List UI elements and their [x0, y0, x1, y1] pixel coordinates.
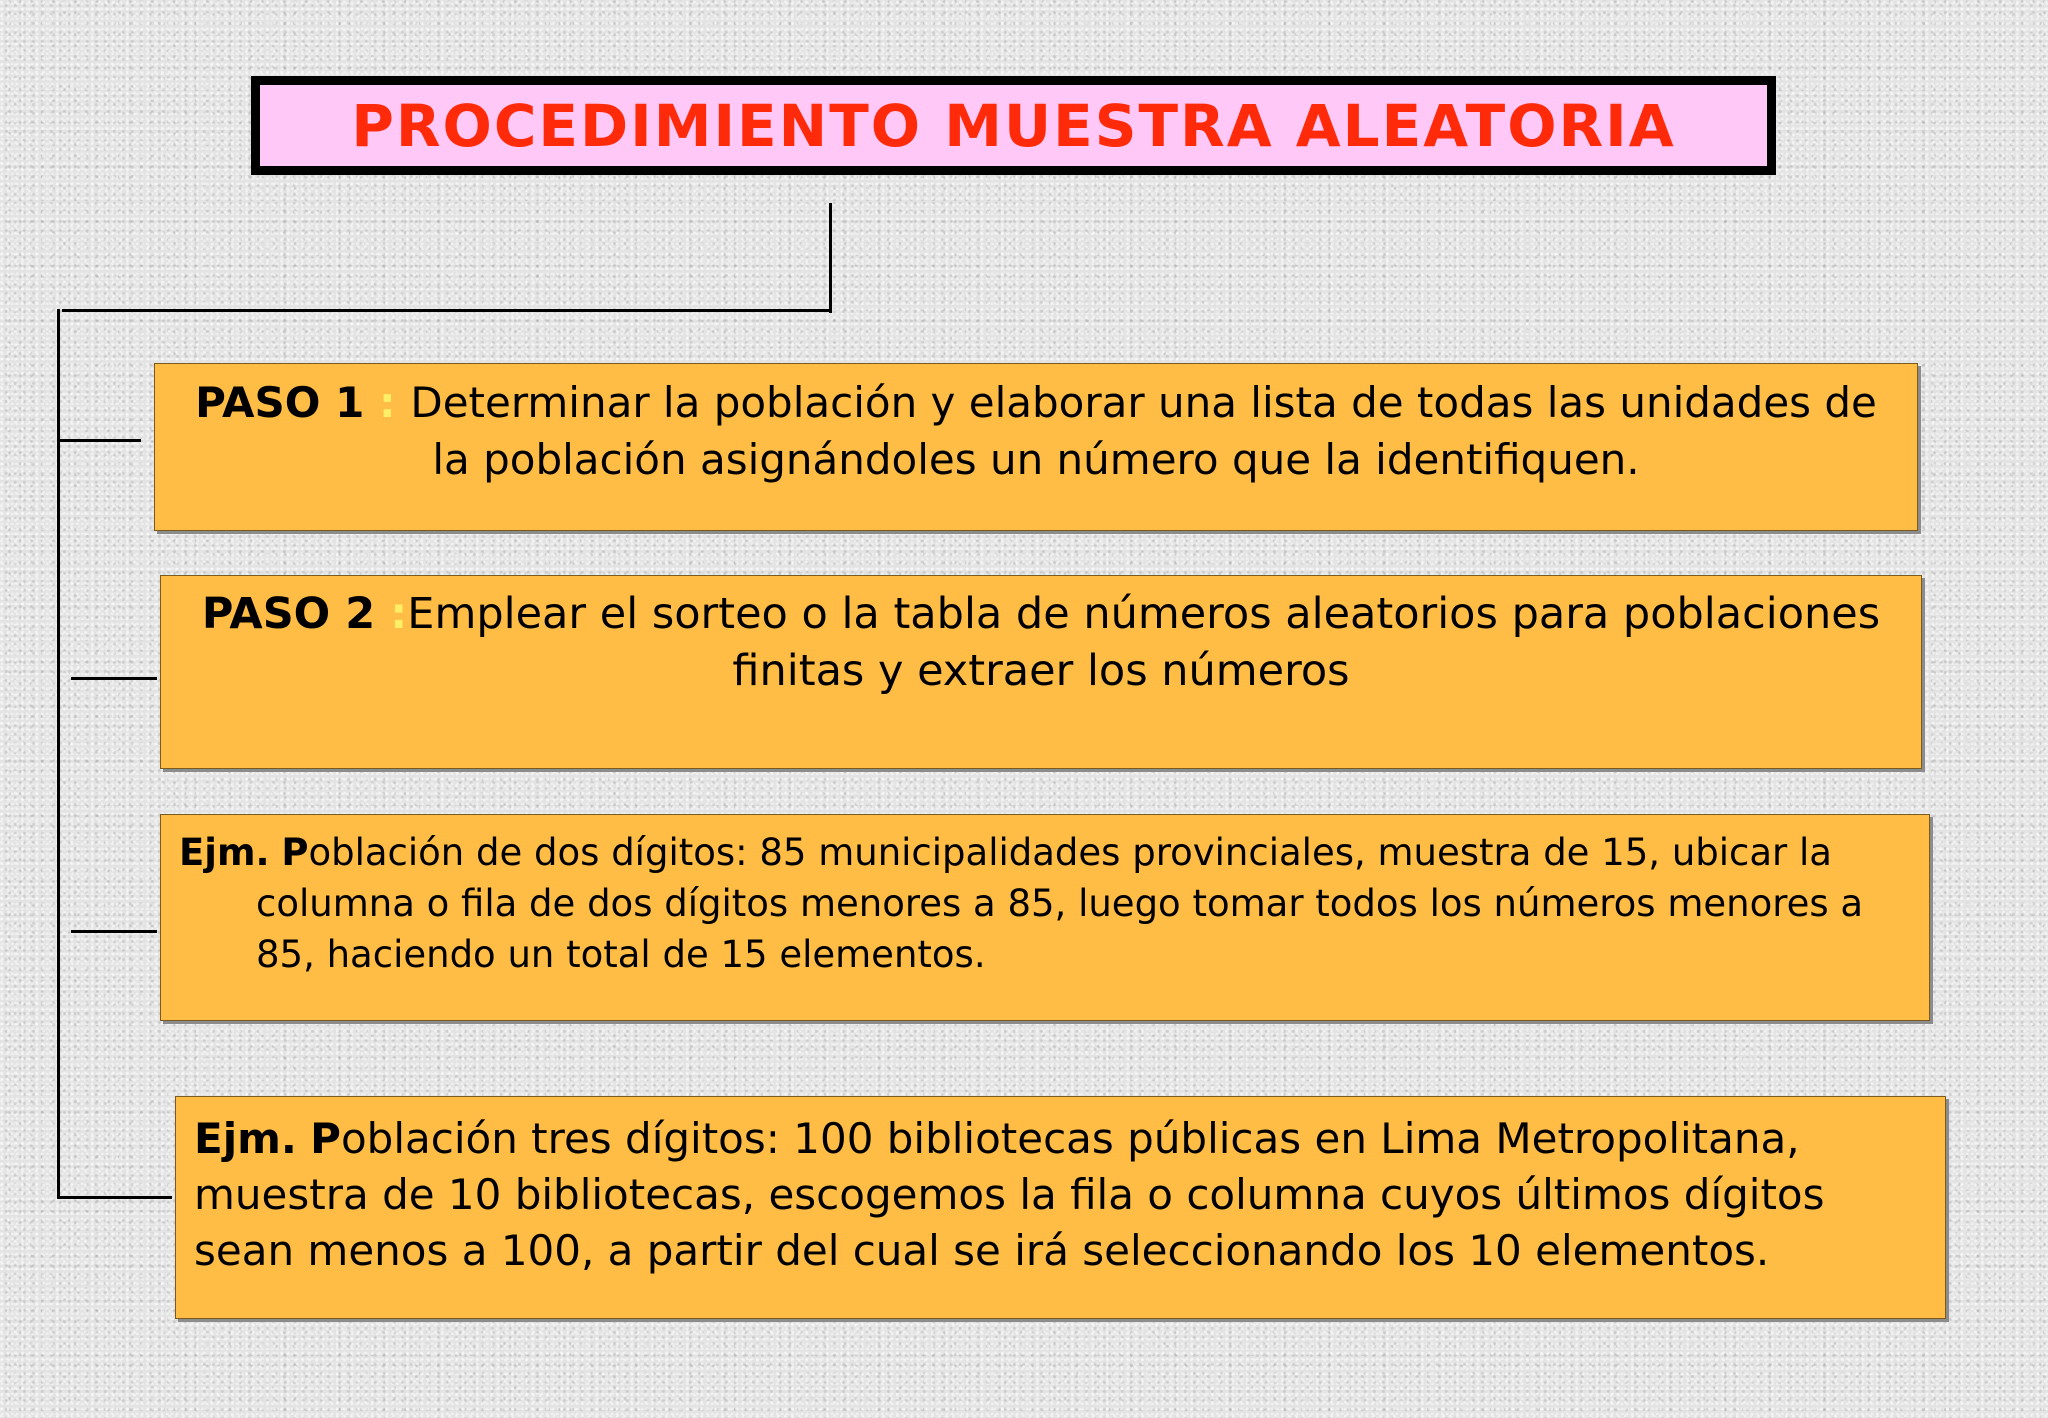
- connector-branch-2: [71, 677, 157, 680]
- step-1-separator: :: [364, 378, 411, 427]
- example-2-content: [176, 1097, 1945, 1279]
- connector-spine: [57, 309, 60, 1199]
- example-2-label: Ejm.: [194, 1114, 297, 1163]
- step-2-content: [161, 576, 1921, 700]
- step-2-separator: :: [375, 589, 408, 639]
- example-1-label: Ejm.: [179, 831, 270, 874]
- connector-branch-3: [71, 930, 157, 933]
- example-2-text: oblación tres dígitos: 100 bibliotecas públicas en Lima Metropolitana, muestra de 10 bibliotecas, escogemos la fila o columna cuyos últimos dígitos sean menos a 100, a partir del cual se irá seleccionando los 10 elementos.: [194, 1114, 1825, 1275]
- step-2-box: [160, 575, 1922, 769]
- example-1-box: [160, 814, 1930, 1021]
- example-2-box: [175, 1096, 1946, 1319]
- connector-branch-1: [57, 439, 141, 442]
- example-1-initial: P: [281, 831, 309, 874]
- step-2-label: PASO 2: [201, 589, 376, 639]
- example-1-text: oblación de dos dígitos: 85 municipalidades provinciales, muestra de 15, ubicar la columna o fila de dos dígitos menores a 85, luego tomar todos los números menores a 85, haciendo un total de 15 elementos.: [256, 831, 1864, 976]
- connector-vertical-top: [829, 203, 832, 313]
- connector-branch-4: [57, 1196, 172, 1199]
- title-box: [251, 76, 1776, 175]
- step-1-text: Determinar la población y elaborar una lista de todas las unidades de la población asignándoles un número que la identifiquen.: [410, 378, 1877, 484]
- diagram-title: PROCEDIMIENTO MUESTRA ALEATORIA: [351, 91, 1676, 160]
- example-2-initial: P: [310, 1114, 341, 1163]
- example-1-content: [161, 815, 1929, 980]
- connector-horizontal-top: [62, 309, 832, 312]
- step-1-content: [155, 364, 1917, 488]
- step-2-text: Emplear el sorteo o la tabla de números aleatorios para poblaciones finitas y extraer los números: [407, 589, 1881, 696]
- step-1-box: [154, 363, 1918, 531]
- step-1-label: PASO 1: [195, 378, 365, 427]
